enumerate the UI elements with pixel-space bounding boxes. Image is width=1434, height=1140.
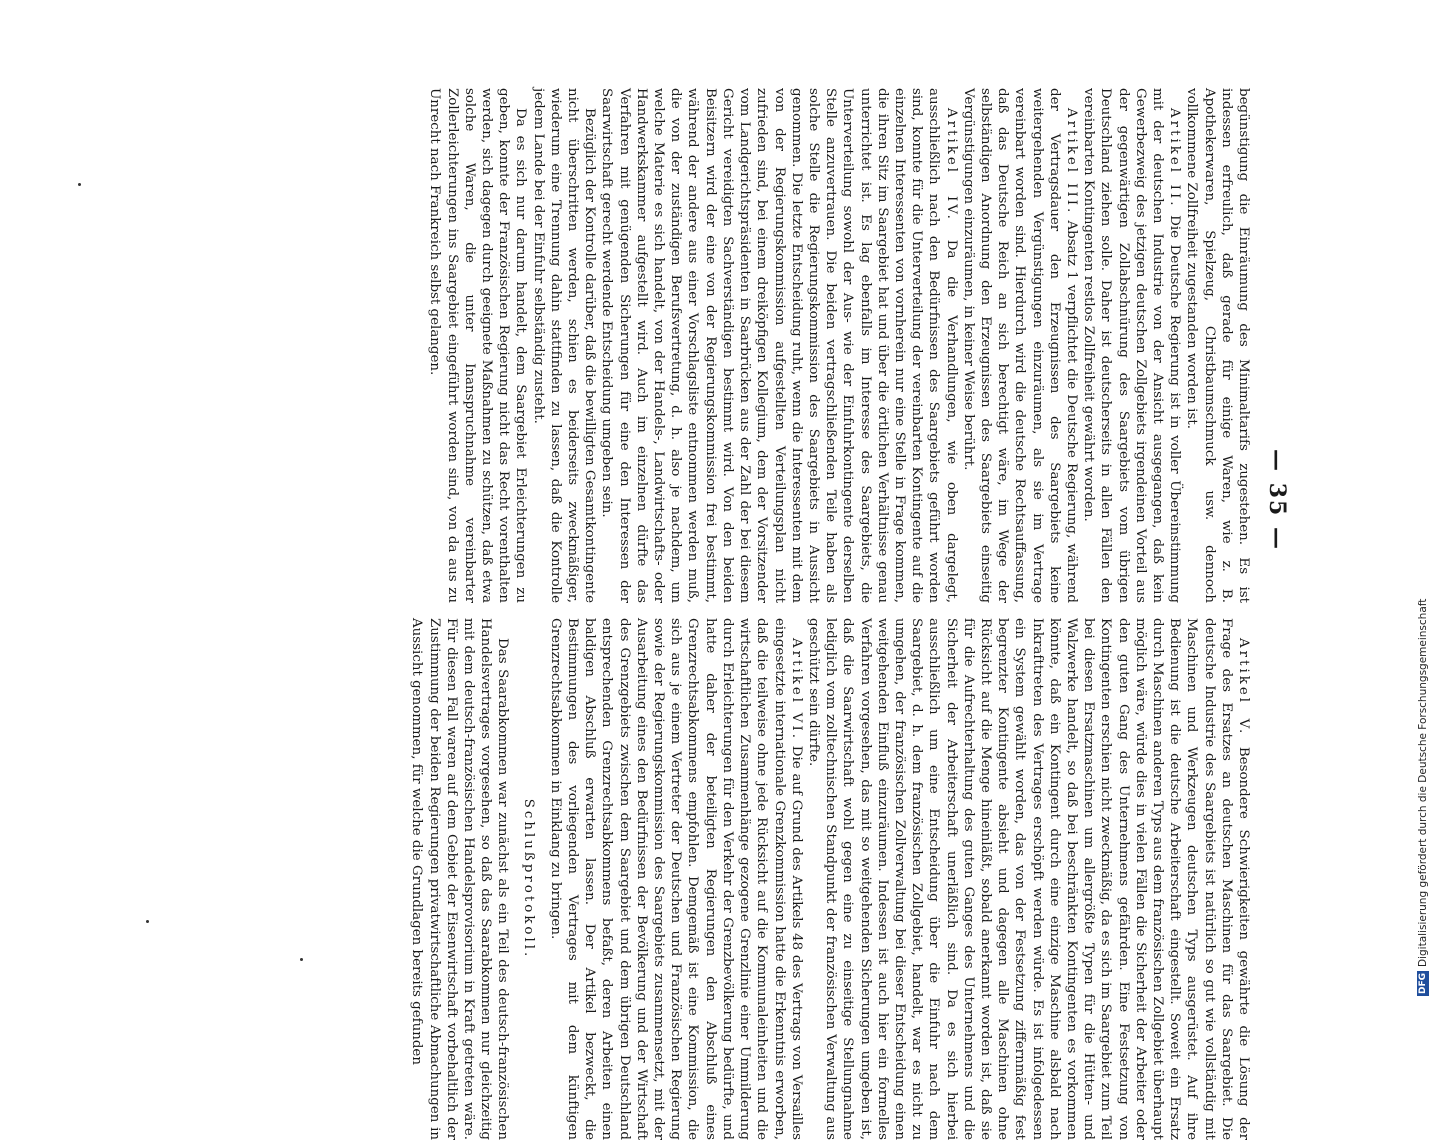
scan-speck — [78, 183, 81, 186]
paragraph-text: Da es sich nur darum handelt, dem Saargebiet Erleichterungen zu geben, konnte der Französischen Regierung nicht das Recht vorenthalten werden, sich dagegen durch geeignete Maßnahmen zu schützen, daß etwa solche Waren, die unter Inanspruchnahme vereinbarter Zollerleichterungen ins Saargebiet eingeführt worden sind, von da aus zu Unrecht nach Frankreich selbst gelangen. — [427, 88, 529, 603]
left-column — [426, 88, 1252, 603]
scan-speck — [300, 958, 303, 961]
watermark-text: Digitalisierung gefördert durch die Deutsche Forschungsgemeinschaft — [1417, 598, 1429, 967]
article-label: Artikel II. — [1167, 108, 1183, 209]
paragraph — [408, 618, 511, 1140]
paragraph-text: Da die Verhandlungen, wie oben dargelegt, ausschließlich nach den Bedürfnissen des Saargebiets geführt worden sind, konnte für die Unterverteilung der vereinbarten Kontingente auf die einzelnen Interessenten von vornherein nur eine Stelle in Frage kommen, die ihren Sitz im Saargebiet hat und über die örtlichen Verhältnisse genau unterrichtet ist. Es lag ebenfalls im Interesse des Saargebiets, die Unterverteilung sowohl der Aus- wie der Einfuhrkontingente derselben Stelle anzuvertrauen. Die beiden vertragschließenden Teile haben als solche Stelle die Regierungskommission des Saargebiets in Aussicht genommen. Die letzte Entscheidung ruht, wenn die Interessenten mit dem von der Regierungskommission aufgestellten Verteilungsplan nicht zufrieden sind, bei einem dreiköpfigen Kollegium, dem der Vorsitzender vom Landgerichtspräsidenten in Saarbrücken aus der Zahl der bei diesem Gericht vereidigten Sachverständigen bestimmt wird. Von den beiden Beisitzern wird der eine von der Regierungskommission frei bestimmt, während der andere aus einer Vorschlagsliste entnommen werden muß, die von der zuständigen Berufsvertretung, d. h. also je nachdem, um welche Materie es sich handelt, von der Handels-, Landwirtschafts- oder Handwerkskammer aufgestellt wird. Auch im einzelnen dürfte das Verfahren mit genügenden Sicherungen für eine den Interessen der Saarwirtschaft gerecht werdende Entscheidung umgeben sein. — [599, 88, 959, 604]
paragraph — [1080, 88, 1183, 603]
paragraph-text: Das Saarabkommen war zunächst als ein Teil des deutsch-französischen Handelsvertrages vorgesehen, so daß das Saarabkommen nur gleichzeitig mit dem deutsch-französischen Handelsprovisorium in Kraft getreten wäre. Für diesen Fall waren auf dem Gebiet der Eisenwirtschaft vorbehaltlich der Zustimmung der beiden Regierungen privatwirtschaftliche Abmachungen in Aussicht genommen, für welche die Grundlagen bereits gefunden — [409, 618, 511, 1140]
article-label: Artikel III. — [1063, 108, 1079, 216]
paragraph-text: Besondere Schwierigkeiten gewährte die Lösung der Frage des Ersatzes an deutschen Maschinen für das Saargebiet. Die deutsche Industrie des Saargebiets ist natürlich so gut wie vollständig mit Maschinen und Werkzeugen deutschen Typs ausgerüstet. Auf ihre Bedienung ist die deutsche Arbeiterschaft eingestellt. Soweit ein Ersatz durch Maschinen anderen Typs aus dem französischen Zollgebiet überhaupt möglich wäre, würde dies in vielen Fällen die Sicherheit der Arbeiter oder den guten Gang des Unternehmens gefährden. Eine Festsetzung von Kontingenten erschien nicht zweckmäßig, da es sich im Saargebiet zum Teil bei diesen Ersatzmaschinen um allergrößte Typen für die Hütten- und Walzwerke handelt, so daß bei beschränkten Kontingenten es vorkommen könnte, daß ein Kontingent durch eine einzige Maschine alsbald nach Inkrafttreten des Vertrages erschöpft werden würde. Es ist infolgedessen ein System gewählt worden, das von der Festsetzung ziffernmäßig fest begrenzter Kontingente absieht und dagegen alle Maschinen ohne Rücksicht auf die Menge hineinläßt, sobald anerkannt worden ist, daß sie für die Aufrechterhaltung des guten Ganges des Unternehmens und die Sicherheit der Arbeiterschaft unerläßlich sind. Da es sich hierbei ausschließlich um eine Entscheidung über die Einfuhr nach dem Saargebiet, d. h. dem französischen Zollgebiet, handelt, war es nicht zu umgehen, der französischen Zollverwaltung bei dieser Entscheidung einen weitgehenden Einfluß einzuräumen. Indessen ist auch hier ein formelles Verfahren vorgesehen, das mit so weitgehenden Sicherungen umgeben ist, daß die Saarwirtschaft wohl gegen eine zu einseitige Stellungnahme lediglich vom zolltechnischen Standpunkt der französischen Verwaltung aus geschützt sein dürfte. — [805, 618, 1251, 1140]
paragraph — [547, 618, 805, 1140]
paragraph — [529, 88, 598, 603]
right-column — [408, 618, 1252, 1140]
dfg-logo-icon: DFG — [1418, 972, 1428, 994]
paragraph — [426, 88, 529, 603]
paragraph-text: Die auf Grund des Artikels 48 des Vertrags von Versailles eingesetzte internationale Grenzkommission hatte die Erkenntnis erworben, daß die teilweise ohne jede Rücksicht auf die Kommunaleinheiten und die wirtschaftlichen Zusammenhänge gezogene Grenzlinie einer Ummilderung durch Erleichterungen für den Verkehr der Grenzbevölkerung bedürfte, und hatte daher der beteiligten Regierungen den Abschluß eines Grenzrechtsabkommens empfohlen. Demgemäß ist eine Kommission, die sich aus je einem Vertreter der Deutschen und Französischen Regierung sowie der Regierungskommission des Saargebiets zusammensetzt, mit der Ausarbeitung eines den Bedürfnissen der Bevölkerung und der Wirtschaft des Grenzgebiets zwischen dem Saargebiet und dem übrigen Deutschland entsprechenden Grenzrechtsabkommens befaßt, deren Arbeiten einen baldigen Abschluß erwarten lassen. Der Artikel bezweckt, die Bestimmungen des vorliegenden Vertrages mit dem künftigen Grenzrechtsabkommen in Einklang zu bringen. — [547, 618, 804, 1140]
paragraph — [805, 618, 1252, 1140]
paragraph-text: Absatz 1 verpflichtet die Deutsche Regierung, während der Vertragsdauer den Erzeugnissen des Saargebiets keine weitergehenden Vergünstigungen einzuräumen, als sie im Vertrage vereinbart worden sind. Hierdurch wird die deutsche Rechtsauffassung, daß das Deutsche Reich an sich berechtigt wäre, im Wege der selbständigen Anordnung den Erzeugnissen des Saargebiets einseitig Vergünstigungen einzuräumen, in keiner Weise berührt. — [960, 88, 1079, 603]
scan-speck — [146, 920, 149, 923]
section-heading: Schlußprotokoll. — [520, 798, 536, 960]
article-label: Artikel IV. — [943, 108, 959, 222]
paragraph-text: Die Deutsche Regierung ist in voller Übereinstimmung mit der deutschen Industrie von der Ansicht ausgegangen, daß kein Gewerbezweig des jetzigen deutschen Zollgebiets irgendeinen Vorteil aus der gegenwärtigen Zollabschnürung des Saargebiets vom übrigen Deutschland ziehen solle. Daher ist deutscherseits in allen Fällen den vereinbarten Kontingenten restlos Zollfreiheit gewährt worden. — [1081, 88, 1183, 603]
paragraph-text: begünstigung die Einräumung des Minimaltarifs zugestehen. Es ist indessen erfreulich, daß gerade für einige Waren, wie z. B. Apothekerwaren, Spielzeug, Christbaumschmuck usw. dennoch vollkommene Zollfreiheit zugestanden worden ist. — [1184, 88, 1251, 603]
paragraph — [960, 88, 1080, 603]
rotated-document-page — [122, 60, 1312, 1140]
dfg-watermark — [1414, 8, 1432, 996]
paragraph-text: Bezüglich der Kontrolle darüber, daß die bewilligten Gesamtkontingente nicht überschritten werden, schien es beiderseits zweckmäßiger, wiederum eine Trennung dahin stattfinden zu lassen, daß die Kontrolle jedem Lande bei der Einfuhr selbständig zusteht. — [530, 88, 598, 603]
article-label: Artikel V. — [1236, 638, 1251, 737]
article-label: Artikel VI. — [788, 638, 804, 742]
page-number: — 35 — — [1264, 449, 1290, 551]
paragraph — [598, 88, 959, 603]
paragraph — [1183, 88, 1252, 603]
